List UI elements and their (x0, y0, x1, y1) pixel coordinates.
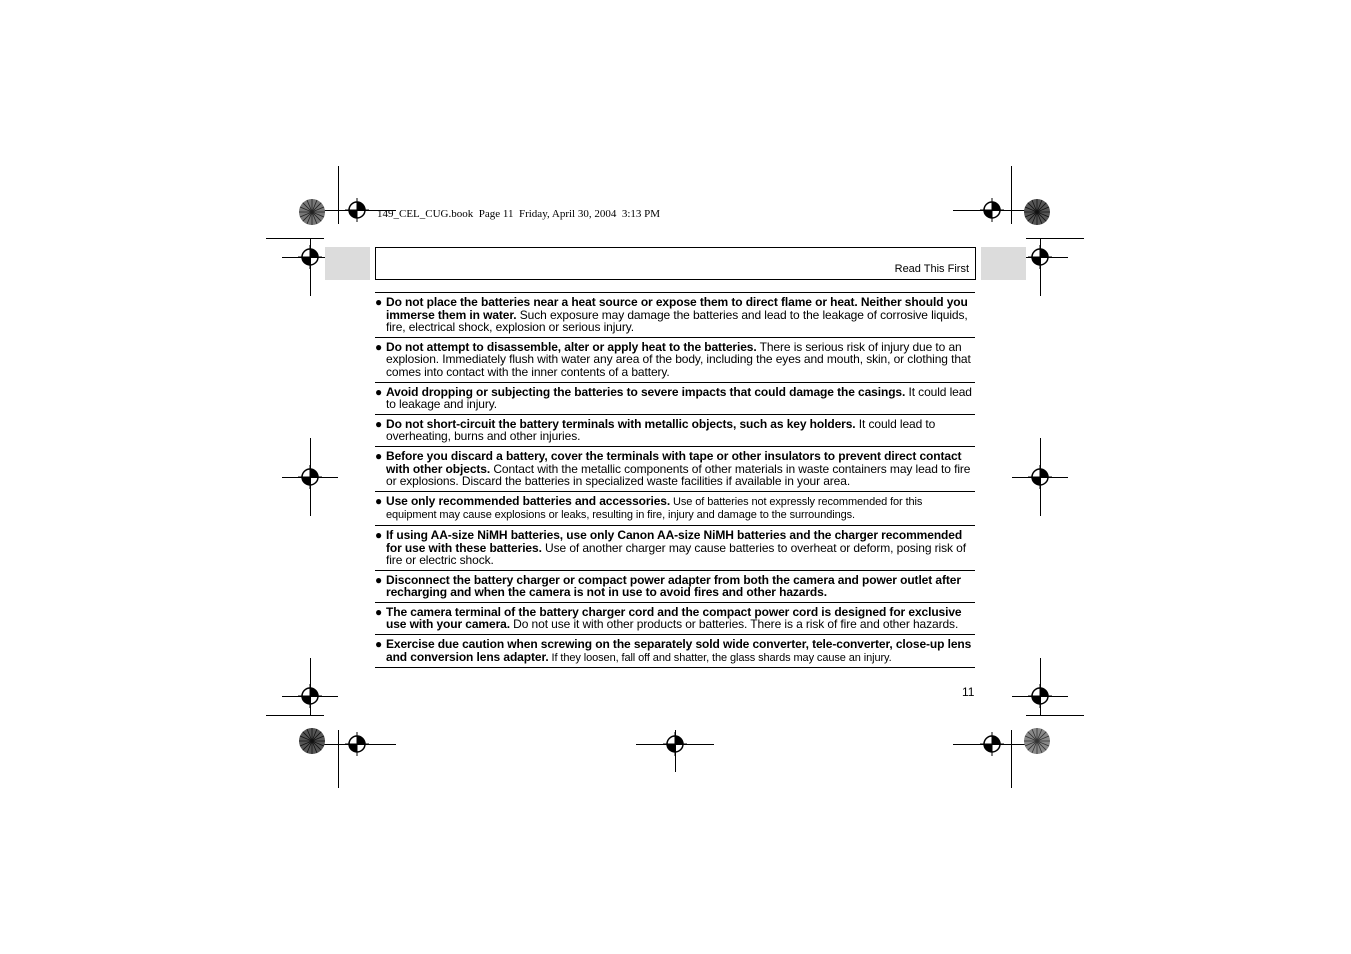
item-text: If they loosen, fall off and shatter, the glass shards may cause an injury. (548, 651, 892, 664)
crop-line (338, 166, 339, 224)
list-item (375, 338, 975, 383)
item-lead: Do not attempt to disassemble, alter or apply heat to the batteries. (386, 339, 757, 354)
starburst-mark-icon (298, 198, 326, 226)
item-lead: Avoid dropping or subjecting the batteries to severe impacts that could damage the casings. (386, 384, 906, 399)
list-item (375, 571, 975, 603)
list-item (375, 383, 975, 415)
bullet-icon: ● (375, 493, 383, 508)
item-text: Do not use it with other products or batteries. There is a risk of fire and other hazards. (509, 617, 959, 632)
print-slug: 149_CEL_CUG.book Page 11 Friday, April 30, 2004 3:13 PM (377, 208, 661, 220)
starburst-mark-icon (298, 727, 326, 755)
crop-line (266, 715, 324, 716)
item-text: It could lead to overheating, burns and other injuries. (386, 416, 936, 444)
crop-line (953, 210, 1031, 211)
bullet-icon: ● (375, 448, 383, 463)
item-lead: Do not place the batteries near a heat source or expose them to direct flame or heat. Neither should you immerse them in water. (386, 295, 968, 322)
list-item (375, 603, 975, 635)
page-number: 11 (962, 685, 975, 699)
list-item (375, 293, 975, 338)
item-text: Such exposure may damage the batteries and lead to the leakage of corrosive liquids, fire, electrical shock, explosion or serious injury. (386, 307, 968, 335)
bullet-icon: ● (375, 604, 383, 619)
item-text: There is serious risk of injury due to an explosion. Immediately flush with water any area of the body, including the eyes and mouth, skin, or clothing that comes into contact with the inner contents of a battery. (386, 339, 971, 379)
caution-list (375, 292, 975, 668)
crop-line (1011, 730, 1012, 788)
bullet-icon: ● (375, 527, 383, 542)
bullet-icon: ● (375, 572, 383, 587)
starburst-mark-icon (1023, 198, 1051, 226)
item-text: Contact with the metallic components of other materials in waste containers may lead to fire or explosions. Discard the batteries in specialized waste facilities if available in your area. (386, 461, 971, 489)
crop-line (953, 744, 1031, 745)
bullet-icon: ● (375, 295, 383, 309)
list-item (375, 635, 975, 668)
list-item (375, 415, 975, 447)
crop-line (1011, 166, 1012, 224)
item-lead: Exercise due caution when screwing on the separately sold wide converter, tele-converter, close-up lens and conversion lens adapter. (386, 637, 972, 664)
item-lead: The camera terminal of the battery charger cord and the compact power cord is designed for exclusive use with your camera. (386, 604, 962, 632)
item-text: Use of another charger may cause batteries to overheat or deform, posing risk of fire or electric shock. (386, 540, 966, 568)
crop-line (1040, 658, 1041, 716)
crop-line (1040, 238, 1041, 296)
item-text: Use of batteries not expressly recommended for this equipment may cause explosions or leaks, resulting in fire, injury and damage to the surroundings. (386, 495, 923, 522)
crop-line (282, 696, 338, 697)
crop-line (266, 238, 324, 239)
bullet-icon: ● (375, 416, 383, 431)
page-header (375, 247, 976, 280)
list-item (375, 447, 975, 492)
bullet-icon: ● (375, 339, 383, 354)
crop-line (1026, 238, 1084, 239)
bullet-icon: ● (375, 637, 383, 652)
thumb-tab-left (325, 247, 370, 280)
list-item (375, 526, 975, 571)
crop-line (1012, 696, 1068, 697)
bullet-icon: ● (375, 384, 383, 399)
crop-line (282, 477, 338, 478)
item-lead: Do not short-circuit the battery terminals with metallic objects, such as key holders. (386, 416, 856, 431)
item-lead: If using AA-size NiMH batteries, use only Canon AA-size NiMH batteries and the charger recommended for use with these batteries. (386, 527, 963, 555)
starburst-mark-icon (1023, 727, 1051, 755)
list-item (375, 492, 975, 526)
crop-line (310, 238, 311, 296)
section-title: Read This First (894, 263, 969, 275)
item-lead: Before you discard a battery, cover the terminals with tape or other insulators to prevent direct contact with other objects. (386, 448, 962, 476)
crop-line (675, 730, 676, 772)
thumb-tab-right (981, 247, 1026, 280)
item-lead: Use only recommended batteries and accessories. (386, 493, 671, 508)
item-lead: Disconnect the battery charger or compact power adapter from both the camera and power outlet after recharging and when the camera is not in use to avoid fires and other hazards. (386, 572, 961, 600)
crop-line (338, 730, 339, 788)
item-text: It could lead to leakage and injury. (386, 384, 972, 412)
crop-line (1012, 477, 1068, 478)
crop-line (310, 658, 311, 716)
crop-line (318, 744, 396, 745)
crop-line (1026, 715, 1084, 716)
